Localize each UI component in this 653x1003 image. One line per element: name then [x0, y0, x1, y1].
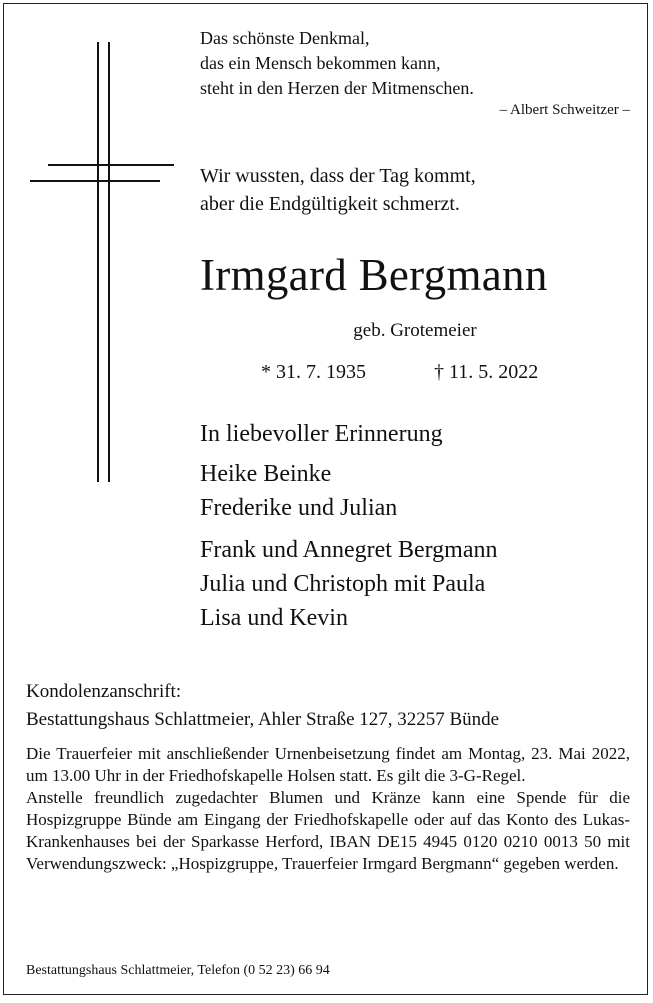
mourners-intro: In liebevoller Erinnerung	[200, 421, 443, 447]
mourners-list	[200, 417, 498, 635]
quote	[200, 26, 630, 119]
cross-vertical-line-right	[108, 42, 110, 482]
cross-vertical-line-left	[97, 42, 99, 482]
condolence-address-line: Bestattungshaus Schlattmeier, Ahler Straße 127, 32257 Bünde	[26, 709, 500, 730]
cross-horizontal-line-top	[48, 164, 174, 166]
donation-paragraph: Anstelle freundlich zugedachter Blumen und Kränze kann eine Spende für die Hospizgruppe Bünde am Eingang der Friedhofskapelle oder auf das Konto des Lukas-Krankenhauses bei der Sparkasse Herford, IBAN DE15 4945 0120 0210 0013 50 mit Verwendungszweck: „Hospizgruppe, Trauerfeier Irmgard Bergmann“ gegeben werden.	[26, 788, 630, 873]
footer-contact: Bestattungshaus Schlattmeier, Telefon (0 52 23) 66 94	[26, 963, 330, 978]
condolence-label: Kondolenzanschrift:	[26, 681, 182, 702]
birth-date: * 31. 7. 1935	[261, 361, 366, 383]
ceremony-details	[26, 743, 630, 875]
quote-line: das ein Mensch bekommen kann,	[200, 53, 441, 73]
condolence-address	[26, 678, 626, 734]
verse	[200, 162, 476, 218]
mourner-line: Julia und Christoph mit Paula	[200, 571, 486, 597]
verse-line: aber die Endgültigkeit schmerzt.	[200, 193, 460, 215]
mourner-line: Lisa und Kevin	[200, 605, 348, 631]
death-date: † 11. 5. 2022	[434, 361, 539, 383]
mourner-line: Frederike und Julian	[200, 495, 398, 521]
deceased-name: Irmgard Bergmann	[200, 250, 548, 300]
quote-author: – Albert Schweitzer –	[499, 102, 630, 118]
cross-horizontal-line-bottom	[30, 180, 160, 182]
ceremony-paragraph: Die Trauerfeier mit anschließender Urnenbeisetzung findet am Montag, 23. Mai 2022, um 13.00 Uhr in der Friedhofskapelle Holsen statt. Es gilt die 3-G-Regel.	[26, 744, 630, 785]
obituary-notice	[3, 3, 648, 995]
maiden-name: geb. Grotemeier	[353, 320, 477, 341]
quote-line: steht in den Herzen der Mitmenschen.	[200, 78, 474, 98]
quote-line: Das schönste Denkmal,	[200, 28, 370, 48]
verse-line: Wir wussten, dass der Tag kommt,	[200, 165, 476, 187]
mourner-line: Heike Beinke	[200, 461, 332, 487]
mourner-line: Frank und Annegret Bergmann	[200, 537, 498, 563]
